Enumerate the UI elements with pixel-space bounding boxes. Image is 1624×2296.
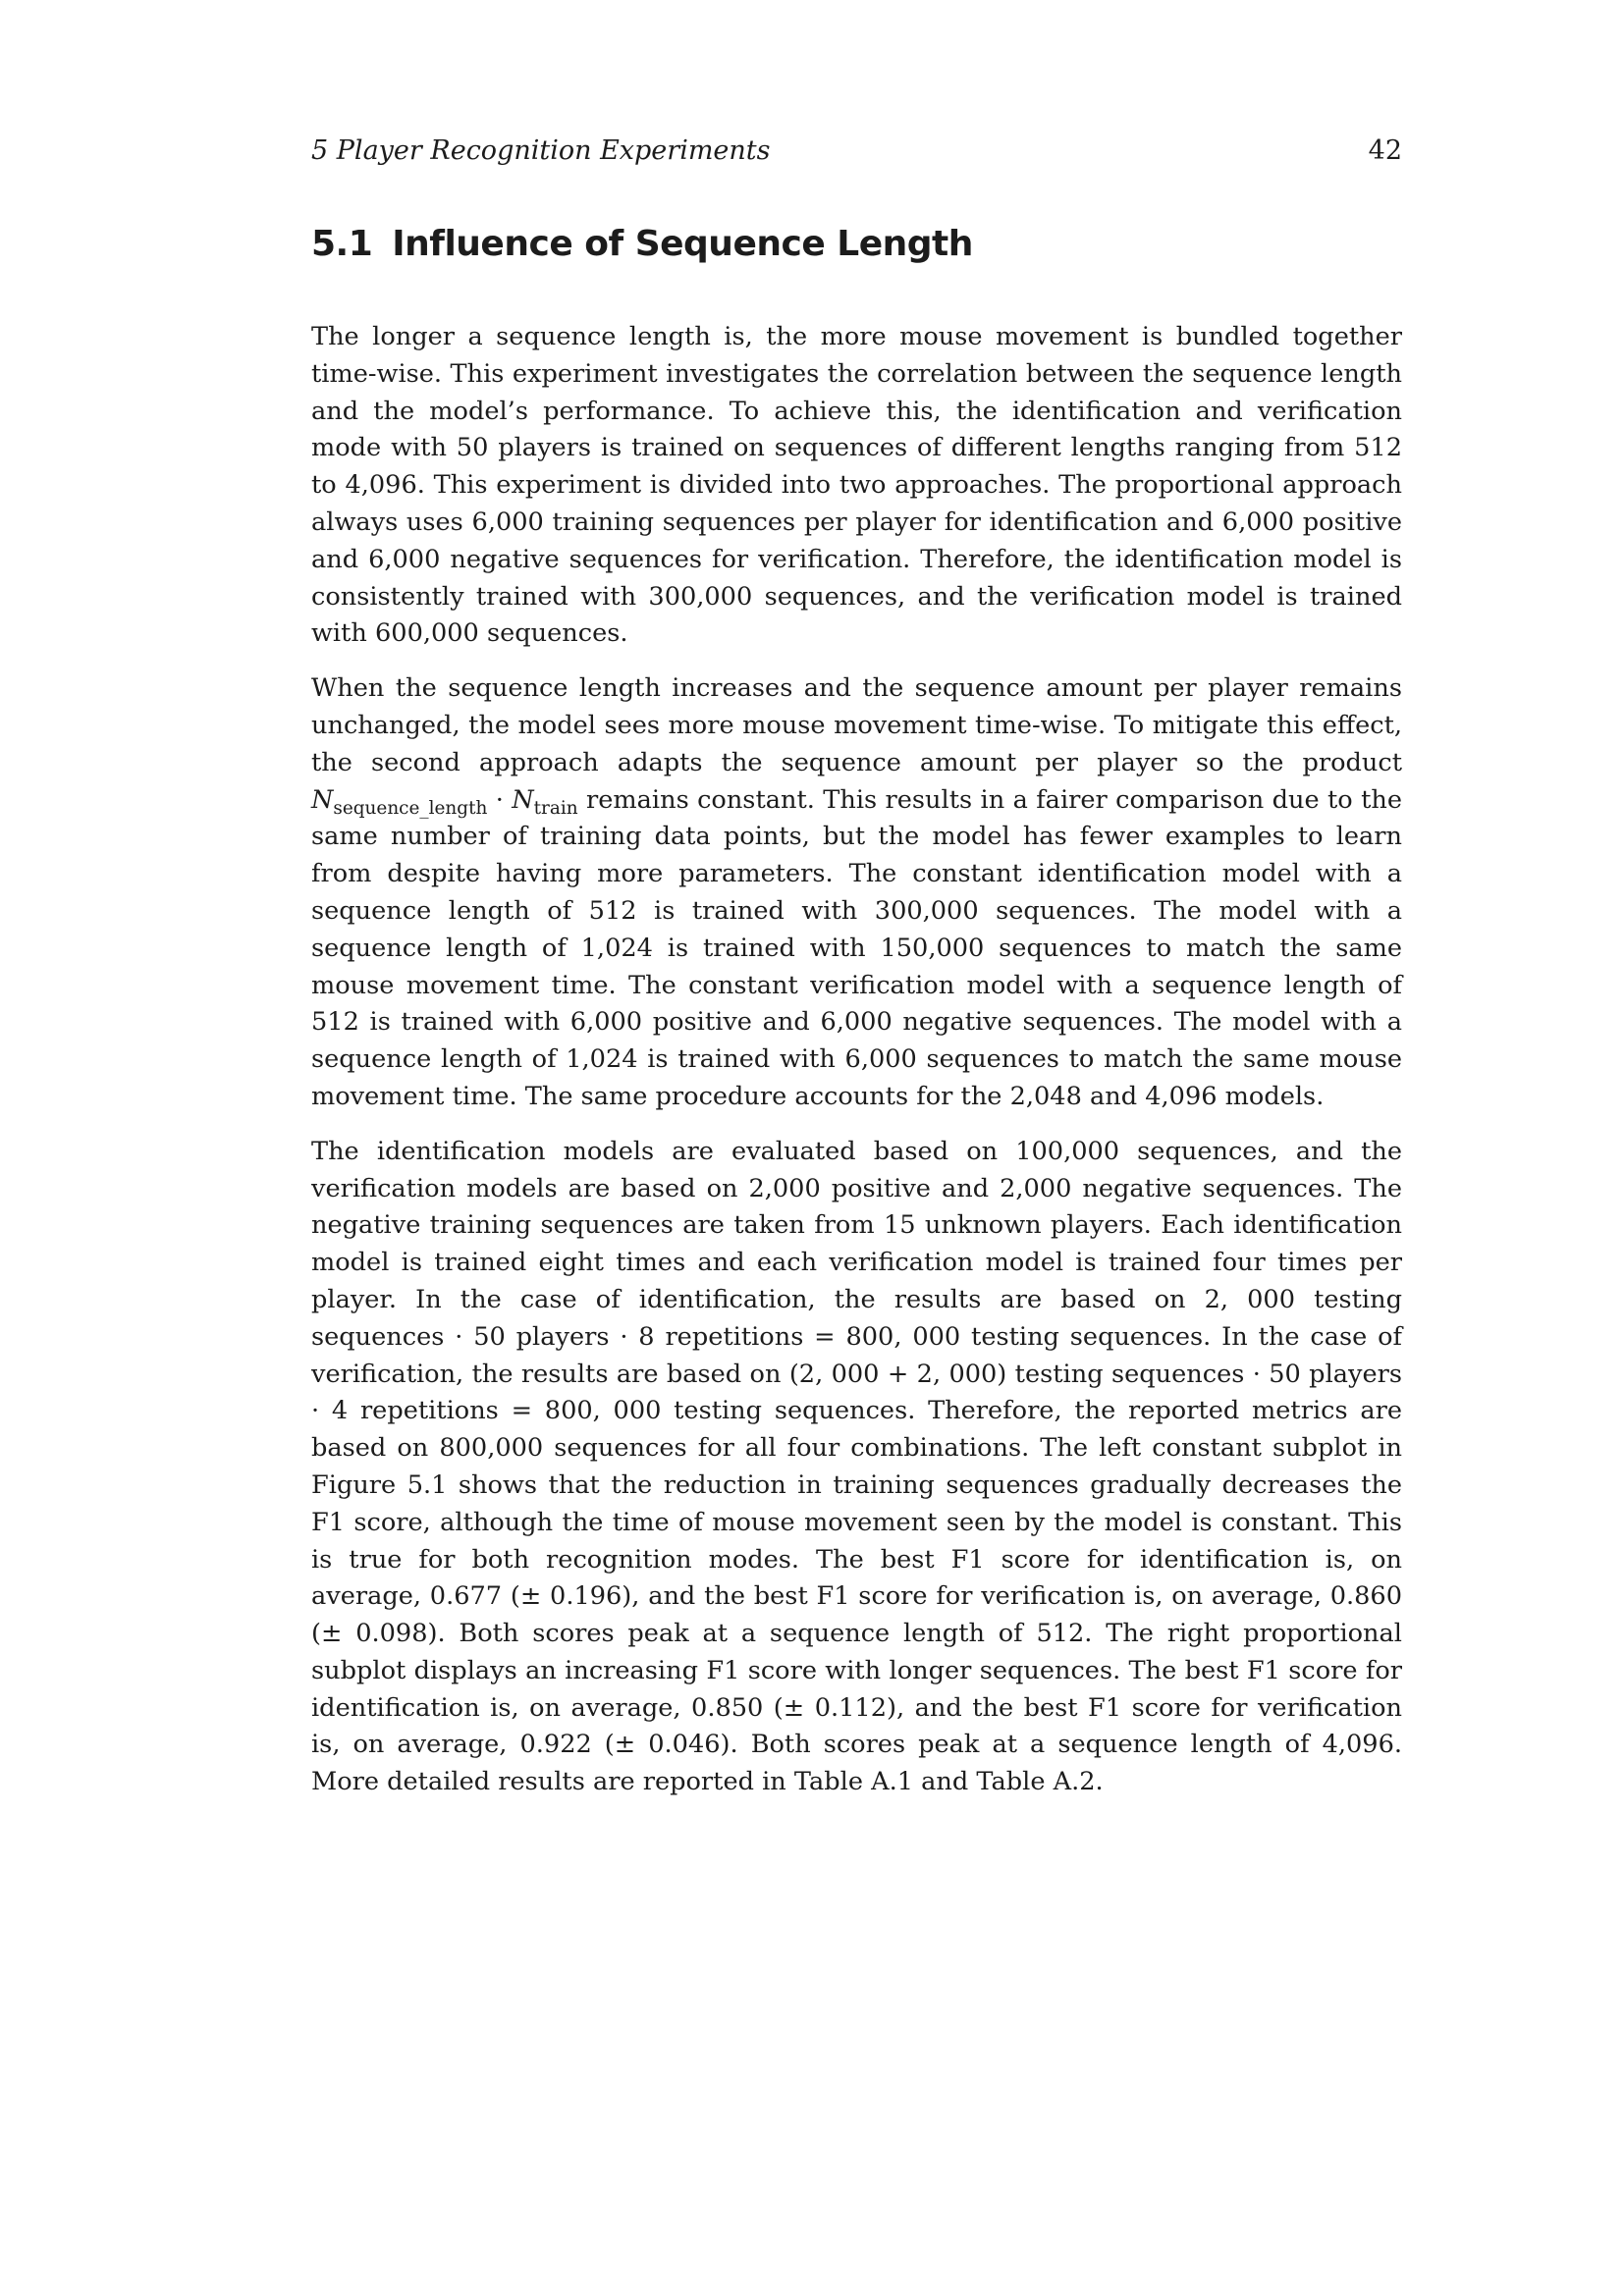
section-title-text: Influence of Sequence Length <box>392 224 973 264</box>
math-subscript-train: train <box>533 797 578 819</box>
page-number: 42 <box>1368 135 1402 166</box>
math-dot-operator: · <box>487 784 513 815</box>
paragraph-2-part-a: When the sequence length increases and the sequence amount per player remains unchanged, the model sees more mouse movement time-wise. To mitigate this effect, the second approach adapts the sequence amount per player so the product <box>311 673 1402 777</box>
section-number: 5.1 <box>311 224 373 264</box>
math-n-symbol: N <box>512 784 534 815</box>
paragraph-2 <box>311 670 1402 1116</box>
paragraph-1: The longer a sequence length is, the more mouse movement is bundled together time-wise. This experiment investigates the correlation between the sequence length and the model’s performance. To achieve this, the identification and verification mode with 50 players is trained on sequences of different lengths ranging from 512 to 4,096. This experiment is divided into two approaches. The proportional approach always uses 6,000 training sequences per player for identification and 6,000 positive and 6,000 negative sequences for verification. Therefore, the identification model is consistently trained with 300,000 sequences, and the verification model is trained with 600,000 sequences. <box>311 322 1402 649</box>
paragraph-3: The identification models are evaluated based on 100,000 sequences, and the verification models are based on 2,000 positive and 2,000 negative sequences. The negative training sequences are taken from 15 unknown players. Each identification model is trained eight times and each verification model is trained four times per player. In the case of identification, the results are based on 2, 000 testing sequences · 50 players · 8 repetitions = 800, 000 testing sequences. In the case of verification, the results are based on (2, 000 + 2, 000) testing sequences · 50 players · 4 repetitions = 800, 000 testing sequences. Therefore, the reported metrics are based on 800,000 sequences for all four combinations. The left constant subplot in Figure 5.1 shows that the reduction in training sequences gradually decreases the F1 score, although the time of mouse movement seen by the model is constant. This is true for both recognition modes. The best F1 score for identification is, on average, 0.677 (± 0.196), and the best F1 score for verification is, on average, 0.860 (± 0.098). Both scores peak at a sequence length of 512. The right proportional subplot displays an increasing F1 score with longer sequences. The best F1 score for identification is, on average, 0.850 (± 0.112), and the best F1 score for verification is, on average, 0.922 (± 0.046). Both scores peak at a sequence length of 4,096. More detailed results are reported in Table A.1 and Table A.2. <box>311 1136 1402 1797</box>
paragraph-2-part-b: remains constant. This results in a fairer comparison due to the same number of training data points, but the model has fewer examples to learn from despite having more parameters. The constant identification model with a sequence length of 512 is trained with 300,000 sequences. The model with a sequence length of 1,024 is trained with 150,000 sequences to match the same mouse movement time. The constant verification model with a sequence length of 512 is trained with 6,000 positive and 6,000 negative sequences. The model with a sequence length of 1,024 is trained with 6,000 sequences to match the same mouse movement time. The same procedure accounts for the 2,048 and 4,096 models. <box>311 784 1402 1111</box>
running-header <box>311 135 1402 175</box>
body-text <box>311 319 1402 1819</box>
math-subscript-sequence-length: sequence_length <box>333 797 488 819</box>
section-heading <box>311 224 973 264</box>
math-n-symbol: N <box>311 784 334 815</box>
chapter-title: 5 Player Recognition Experiments <box>311 135 771 166</box>
